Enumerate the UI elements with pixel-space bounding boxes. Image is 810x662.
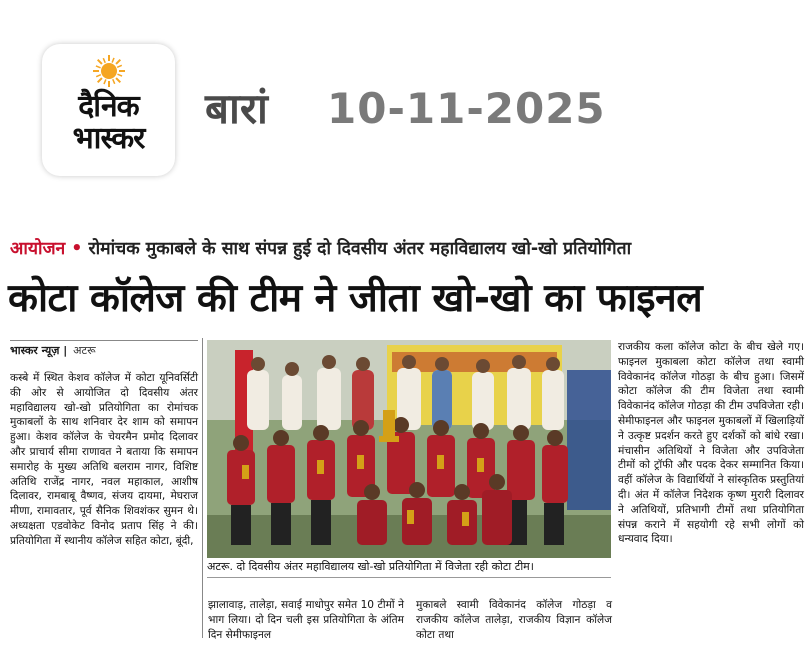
article-column-2-right: मुकाबले स्वामी विवेकानंद कॉलेज गोठड़ा व राजकीय कॉलेज तालेड़ा, राजकीय विज्ञान कॉलेज कोटा तथा: [416, 599, 612, 641]
article-column-1: कस्बे में स्थित केशव कॉलेज में कोटा यूनिवर्सिटी की ओर से आयोजित दो दिवसीय अंतर महाविद्यालय खो-खो प्रतियोगिता का रोमांचक मुकाबलों के साथ शनिवार देर शाम को समापन हुआ। केशव कॉलेज के चेयरमैन प्रमोद दिलावर और प्राचार्य सीमा राणावत ने बताया कि समापन समारोह के मुख्य अतिथि बलराम नागर, विशिष्ट अतिथि राजेंद्र नागर, नवल महाकाल, आशीष दिलावर, रामबाबू वैष्णव, संजय दायमा, मेघराज मीणा, रामावतार, पूर्व सैनिक शिवशंकर सुमन थे। अध्यक्षता एडवोकेट विनोद प्रताप सिंह ने की। प्रतियोगिता में स्थानीय कॉलेज सहित कोटा, बूंदी,: [10, 372, 198, 547]
article-kicker: [10, 236, 805, 262]
logo-line-2: भास्कर: [72, 121, 145, 156]
edition-city: बारां: [205, 84, 268, 133]
article-column-3: राजकीय कला कॉलेज कोटा के बीच खेले गए। फाइनल मुकाबला कोटा कॉलेज तथा स्वामी विवेकानंद कॉलेज गोठड़ा के बीच हुआ। जिसमें कोटा कॉलेज की टीम विजेता तथा स्वामी विवेकानंद कॉलेज गोठड़ा की टीम उपविजेता रही। सेमीफाइनल और फाइनल मुकाबलों में खिलाड़ियों ने उत्कृष्ट प्रदर्शन करते हुए दर्शकों को बांधे रखा। मंचासीन अतिथियों ने विजेता और उपविजेता टीमों को ट्रॉफी और पदक देकर सम्मानित किया। वहीं कॉलेज के विद्यार्थियों ने सांस्कृतिक प्रस्तुतियां दी। अंत में कॉलेज निदेशक कृष्ण मुरारी दिलावर ने अतिथियों, प्रतिभागी टीमों तथा प्रतियोगिता संपन्न कराने में सहयोगी रहे सभी लोगों को धन्यवाद दिया।: [618, 341, 804, 546]
article-headline: कोटा कॉलेज की टीम ने जीता खो-खो का फाइनल: [8, 276, 703, 321]
kicker-label: आयोजन: [10, 239, 66, 259]
logo-line-1: दैनिक: [78, 89, 139, 124]
photo-caption: अटरू. दो दिवसीय अंतर महाविद्यालय खो-खो प्रतियोगिता में विजेता रही कोटा टीम।: [207, 560, 534, 573]
team-photo-illustration: [207, 340, 611, 558]
article-photo: [207, 340, 611, 558]
edition-date: 10-11-2025: [327, 84, 606, 133]
kicker-separator: •: [71, 239, 83, 259]
column-divider: [202, 338, 203, 638]
kicker-text: रोमांचक मुकाबले के साथ संपन्न हुई दो दिवसीय अंतर महाविद्यालय खो-खो प्रतियोगिता: [88, 239, 632, 259]
byline-divider: |: [59, 344, 72, 357]
newspaper-logo: [42, 44, 175, 176]
byline: [10, 340, 198, 359]
caption-rule: [207, 577, 611, 578]
byline-source: भास्कर न्यूज़: [10, 344, 60, 357]
byline-place: अटरू: [73, 344, 96, 357]
article-column-2-left: झालावाड़, तालेड़ा, सवाई माधोपुर समेत 10 टीमों ने भाग लिया। दो दिन चली इस प्रतियोगिता के अंतिम दिन सेमीफाइनल: [208, 599, 404, 641]
sun-icon: [92, 54, 126, 88]
